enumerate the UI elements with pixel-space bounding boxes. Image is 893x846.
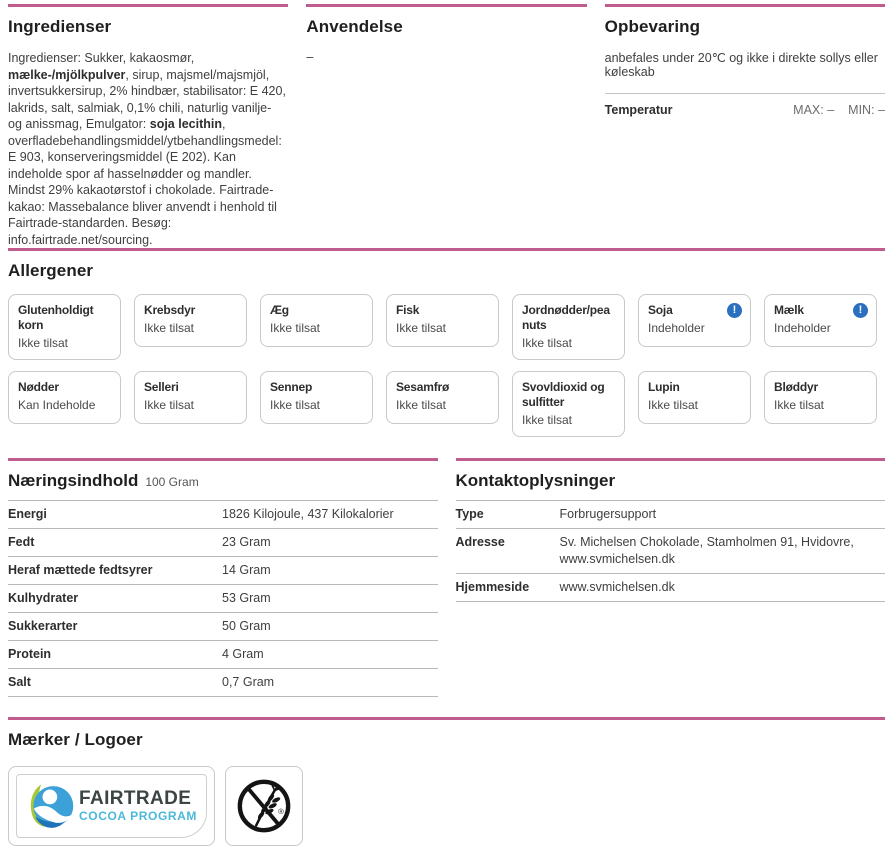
nutrition-row-label: Energi [8, 507, 47, 521]
allergen-card-celery [134, 371, 247, 424]
allergen-name: Soja [648, 303, 673, 317]
allergen-status: Ikke tilsat [774, 398, 825, 412]
nutrition-row-label: Fedt [8, 535, 35, 549]
storage-title: Opbevaring [604, 17, 701, 36]
table-row [456, 529, 886, 574]
fairtrade-text [79, 789, 197, 823]
logo-row [8, 766, 885, 846]
ingredients-segment-bold: soja lecithin [149, 117, 222, 131]
allergen-status: Ikke tilsat [144, 321, 195, 335]
table-row [8, 669, 438, 697]
table-row [8, 641, 438, 669]
allergen-name: Mælk [774, 303, 804, 317]
nutrition-row-label: Sukkerarter [8, 619, 78, 633]
allergen-status: Ikke tilsat [648, 398, 699, 412]
temperature-max: MAX: – [793, 103, 835, 117]
temperature-row [605, 93, 885, 125]
allergen-card-sesame [386, 371, 499, 424]
allergen-name: Jordnødder/peanuts [522, 303, 610, 332]
allergen-status: Ikke tilsat [270, 398, 321, 412]
nutrition-header [8, 471, 438, 491]
allergen-card-lupin [638, 371, 751, 424]
tables-row [8, 458, 885, 697]
allergen-status: Indeholder [774, 321, 831, 335]
nutrition-row-label: Protein [8, 647, 52, 661]
allergen-card-milk [764, 294, 877, 347]
allergen-card-nuts [8, 371, 121, 424]
allergen-name: Nødder [18, 380, 59, 394]
table-row [8, 585, 438, 613]
table-row [8, 501, 438, 529]
contains-alert-icon[interactable]: ! [853, 303, 868, 318]
allergen-card-molluscs [764, 371, 877, 424]
contact-header [456, 471, 886, 491]
nutrition-row-label: Heraf mættede fedtsyrer [8, 563, 153, 577]
allergens-title: Allergener [8, 261, 94, 280]
product-info-page [0, 4, 893, 846]
allergen-name: Sennep [270, 380, 313, 394]
contains-alert-icon[interactable]: ! [727, 303, 742, 318]
contact-row-value: Forbrugersupport [559, 507, 657, 521]
allergen-name: Selleri [144, 380, 179, 394]
contact-row-value: Sv. Michelsen Chokolade, Stamholmen 91, Hvidovre, www.svmichelsen.dk [559, 535, 854, 566]
ingredients-segment: , sirup, majsmel/majsmjöl, invertsukkersirup, 2% hindbær, stabilisator: E 420, lakrids, salt, salmiak, 0,1% chili, naturlig vanilje- og anissmag, Emulgator: [8, 67, 286, 131]
allergen-status: Ikke tilsat [18, 336, 69, 350]
contact-row-label: Adresse [455, 535, 505, 549]
section-contact [456, 458, 886, 697]
contact-title: Kontaktoplysninger [455, 471, 616, 490]
nutrition-row-value: 14 Gram [222, 563, 271, 577]
allergen-status: Ikke tilsat [522, 413, 573, 427]
allergen-card-fish [386, 294, 499, 347]
table-row [8, 557, 438, 585]
allergen-status: Ikke tilsat [522, 336, 573, 350]
allergen-card-sulphites [512, 371, 625, 437]
fairtrade-logo [16, 774, 207, 838]
usage-text: – [306, 50, 314, 64]
section-storage [605, 4, 885, 248]
ingredients-segment-bold: mælke-/mjölkpulver [8, 67, 126, 82]
allergen-card-mustard [260, 371, 373, 424]
storage-text: anbefales under 20℃ og ikke i direkte sollys eller køleskab [604, 51, 878, 79]
table-row [456, 501, 886, 529]
allergen-status: Ikke tilsat [270, 321, 321, 335]
allergen-name: Krebsdyr [144, 303, 196, 317]
allergen-card-soy [638, 294, 751, 347]
allergen-status: Kan Indeholde [18, 398, 96, 412]
allergen-grid [8, 294, 885, 437]
table-row [8, 529, 438, 557]
contact-row-label: Type [455, 507, 484, 521]
nutrition-title: Næringsindhold [8, 471, 139, 490]
section-allergens [8, 261, 885, 437]
logos-title: Mærker / Logoer [8, 730, 143, 749]
nutrition-unit: 100 Gram [145, 475, 199, 489]
allergen-name: Sesamfrø [396, 380, 450, 394]
fairtrade-logo-card [8, 766, 215, 846]
table-row [456, 574, 886, 602]
fairtrade-wordmark: FAIRTRADE [79, 788, 192, 809]
allergen-name: Lupin [648, 380, 680, 394]
table-row [8, 613, 438, 641]
temperature-values [793, 103, 885, 117]
nutrition-row-label: Salt [8, 675, 31, 689]
allergen-card-gluten [8, 294, 121, 360]
usage-title: Anvendelse [306, 17, 403, 36]
allergen-name: Fisk [396, 303, 420, 317]
section-logos [8, 730, 885, 846]
top-sections [8, 4, 885, 248]
allergen-name: Æg [270, 303, 289, 317]
ingredients-segment: , overfladebehandlingsmiddel/ytbehandlingsmedel: E 903, konserveringsmiddel (E 202). Kan indeholde spor af hasselnødder og mandler. Mindst 29% kakaotørstof i chokolade. Fairtrade-kakao: Massebalance bliver anvendt i henhold til Fairtrade-standarden. Besøg: info.fairtrade.net/sourcing. [8, 117, 282, 247]
allergen-card-crustaceans [134, 294, 247, 347]
ingredients-segment: Ingredienser: Sukker, kakaosmør, [8, 51, 195, 65]
fairtrade-program-text: COCOA PROGRAM [79, 809, 198, 823]
temperature-min: MIN: – [848, 103, 885, 117]
allergen-status: Ikke tilsat [396, 398, 447, 412]
allergen-card-peanuts [512, 294, 625, 360]
nutrition-row-label: Kulhydrater [8, 591, 79, 605]
crossed-grain-icon [235, 777, 293, 835]
temperature-label: Temperatur [604, 103, 673, 117]
contact-row-value: www.svmichelsen.dk [559, 580, 675, 594]
allergen-status: Ikke tilsat [396, 321, 447, 335]
nutrition-row-value: 23 Gram [222, 535, 271, 549]
section-usage [306, 4, 586, 248]
fairtrade-mark-icon [23, 780, 75, 832]
section-divider [8, 717, 885, 720]
nutrition-row-value: 53 Gram [222, 591, 271, 605]
section-ingredients [8, 4, 288, 248]
nutrition-row-value: 4 Gram [222, 647, 264, 661]
allergen-status: Ikke tilsat [144, 398, 195, 412]
nutrition-row-value: 1826 Kilojoule, 437 Kilokalorier [222, 507, 394, 521]
ingredients-title: Ingredienser [8, 17, 112, 36]
contact-row-label: Hjemmeside [455, 580, 530, 594]
registered-trademark-glyph: ® [278, 807, 284, 817]
nutrition-row-value: 50 Gram [222, 619, 271, 633]
section-divider [8, 248, 885, 251]
section-nutrition [8, 458, 438, 697]
allergen-status: Indeholder [648, 321, 705, 335]
ingredients-text [8, 50, 288, 248]
allergen-name: Bløddyr [774, 380, 818, 394]
allergen-card-egg [260, 294, 373, 347]
allergen-name: Svovldioxid og sulfitter [522, 380, 605, 409]
nutrition-row-value: 0,7 Gram [222, 675, 275, 689]
allergen-name: Glutenholdigt korn [18, 303, 94, 332]
gluten-free-logo-card [225, 766, 303, 846]
